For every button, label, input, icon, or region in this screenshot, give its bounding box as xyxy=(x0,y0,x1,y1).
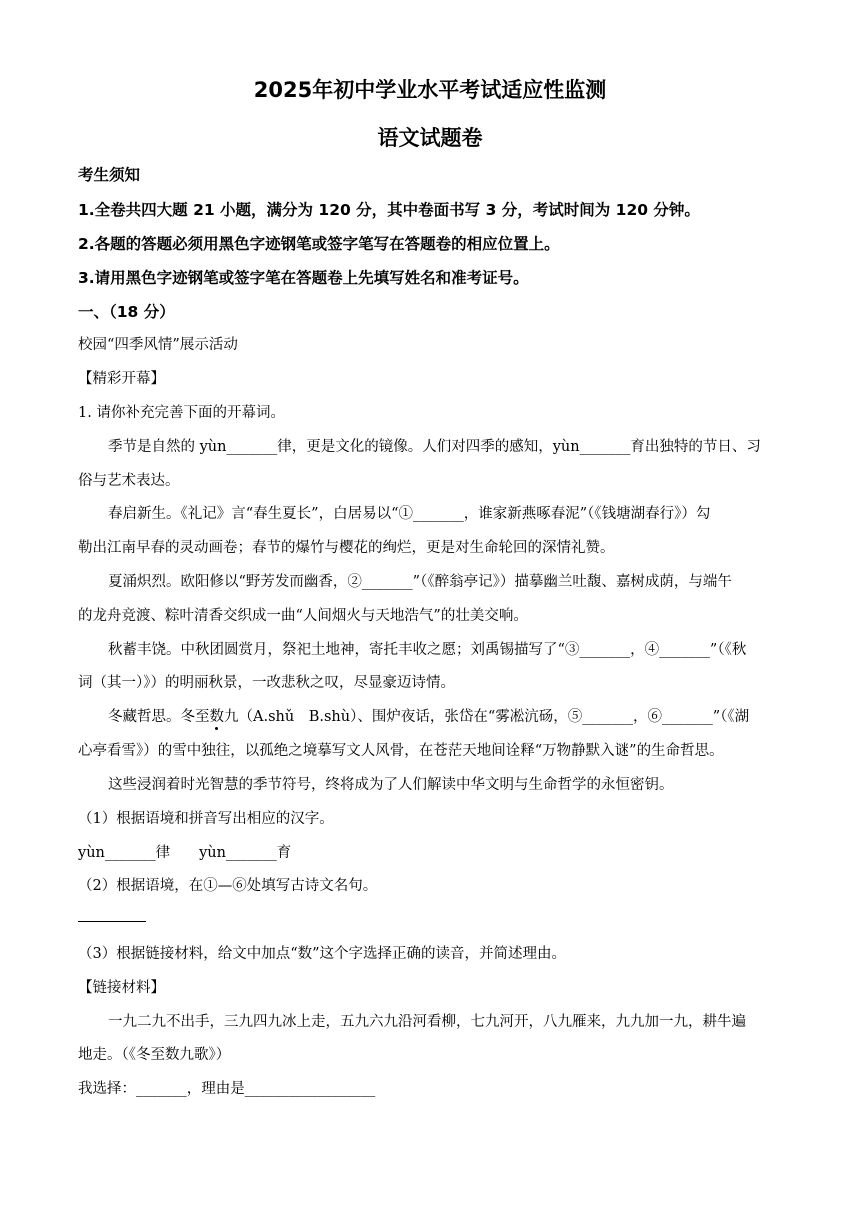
question-1: 1. 请你补充完善下面的开幕词。 xyxy=(78,405,285,421)
link-text-line: 地走。（《冬至数九歌》） xyxy=(78,1047,231,1063)
exam-title: 2025年初中学业水平考试适应性监测 xyxy=(253,78,607,102)
passage-line: 秋蓄丰饶。中秋团圆赏月，祭祀土地神，寄托丰收之愿；刘禹锡描写了“③_______，④_______”（《秋 xyxy=(108,642,747,658)
passage-line: 这些浸润着时光智慧的季节符号，终将成为了人们解读中华文明与生命哲学的永恒密钥。 xyxy=(108,777,674,793)
notice-item-2: 2.各题的答题必须用黑色字迹钢笔或签字笔写在答题卷的相应位置上。 xyxy=(78,235,560,253)
passage-text: 九（A.shǔ B.shù）、围炉夜话，张岱在“雾凇沆砀，⑤_______，⑥_______”（《湖 xyxy=(224,709,750,725)
sub-question-3: （3）根据链接材料，给文中加点“数”这个字选择正确的读音，并简述理由。 xyxy=(78,946,567,962)
answer-line: 我选择：_______，理由是__________________ xyxy=(78,1081,376,1097)
passage-line: 春启新生。《礼记》言“春生夏长”，白居易以“①_______，谁家新燕啄春泥”（《钱塘湖春行》）勾 xyxy=(108,506,711,522)
passage-line: 心亭看雪》）的雪中独往，以孤绝之境摹写文人风骨，在苍茫天地间诠释“万物静默入谜”的生命哲思。 xyxy=(78,743,724,759)
passage-text: 冬藏哲思。冬至 xyxy=(108,709,210,725)
passage-line: 俗与艺术表达。 xyxy=(78,473,180,489)
passage-line: 夏涌炽烈。欧阳修以“野芳发而幽香，②_______”（《醉翁亭记》）描摹幽兰吐馥、嘉树成荫，与端午 xyxy=(108,574,732,590)
dotted-character: 数 xyxy=(210,705,225,726)
notice-heading: 考生须知 xyxy=(78,166,141,184)
sub-question-1: （1）根据语境和拼音写出相应的汉字。 xyxy=(78,811,334,827)
activity-title: 校园“四季风情”展示活动 xyxy=(78,337,238,353)
notice-item-3: 3.请用黑色字迹钢笔或签字笔在答题卷上先填写姓名和准考证号。 xyxy=(78,269,529,287)
passage-line: 词（其一）》）的明丽秋景，一改悲秋之叹，尽显豪迈诗情。 xyxy=(78,675,455,691)
passage-line: 季节是自然的 yùn_______律，更是文化的镜像。人们对四季的感知，yùn_______育出独特的节日、习 xyxy=(108,439,761,455)
passage-line: 勒出江南早春的灵动画卷；春节的爆竹与樱花的绚烂，更是对生命轮回的深情礼赞。 xyxy=(78,540,615,556)
subheading-opening: 【精彩开幕】 xyxy=(78,371,165,387)
section-heading: 一、（18 分） xyxy=(78,303,175,321)
answer-blank-line xyxy=(78,921,146,922)
link-text-line: 一九二九不出手，三九四九冰上走，五九六九沿河看柳，七九河开，八九雁来，九九加一九，耕牛遍 xyxy=(108,1014,746,1030)
passage-line xyxy=(108,705,749,726)
sub-question-2: （2）根据语境，在①—⑥处填写古诗文名句。 xyxy=(78,878,378,894)
notice-item-1: 1.全卷共四大题 21 小题，满分为 120 分，其中卷面书写 3 分，考试时间为 120 分钟。 xyxy=(78,201,700,219)
sub-question-1-answer: yùn_______律 yùn_______育 xyxy=(78,845,292,861)
passage-line: 的龙舟竞渡、粽叶清香交织成一曲“人间烟火与天地浩气”的壮美交响。 xyxy=(78,608,528,624)
exam-subtitle: 语文试题卷 xyxy=(377,126,483,150)
link-heading: 【链接材料】 xyxy=(78,980,165,996)
